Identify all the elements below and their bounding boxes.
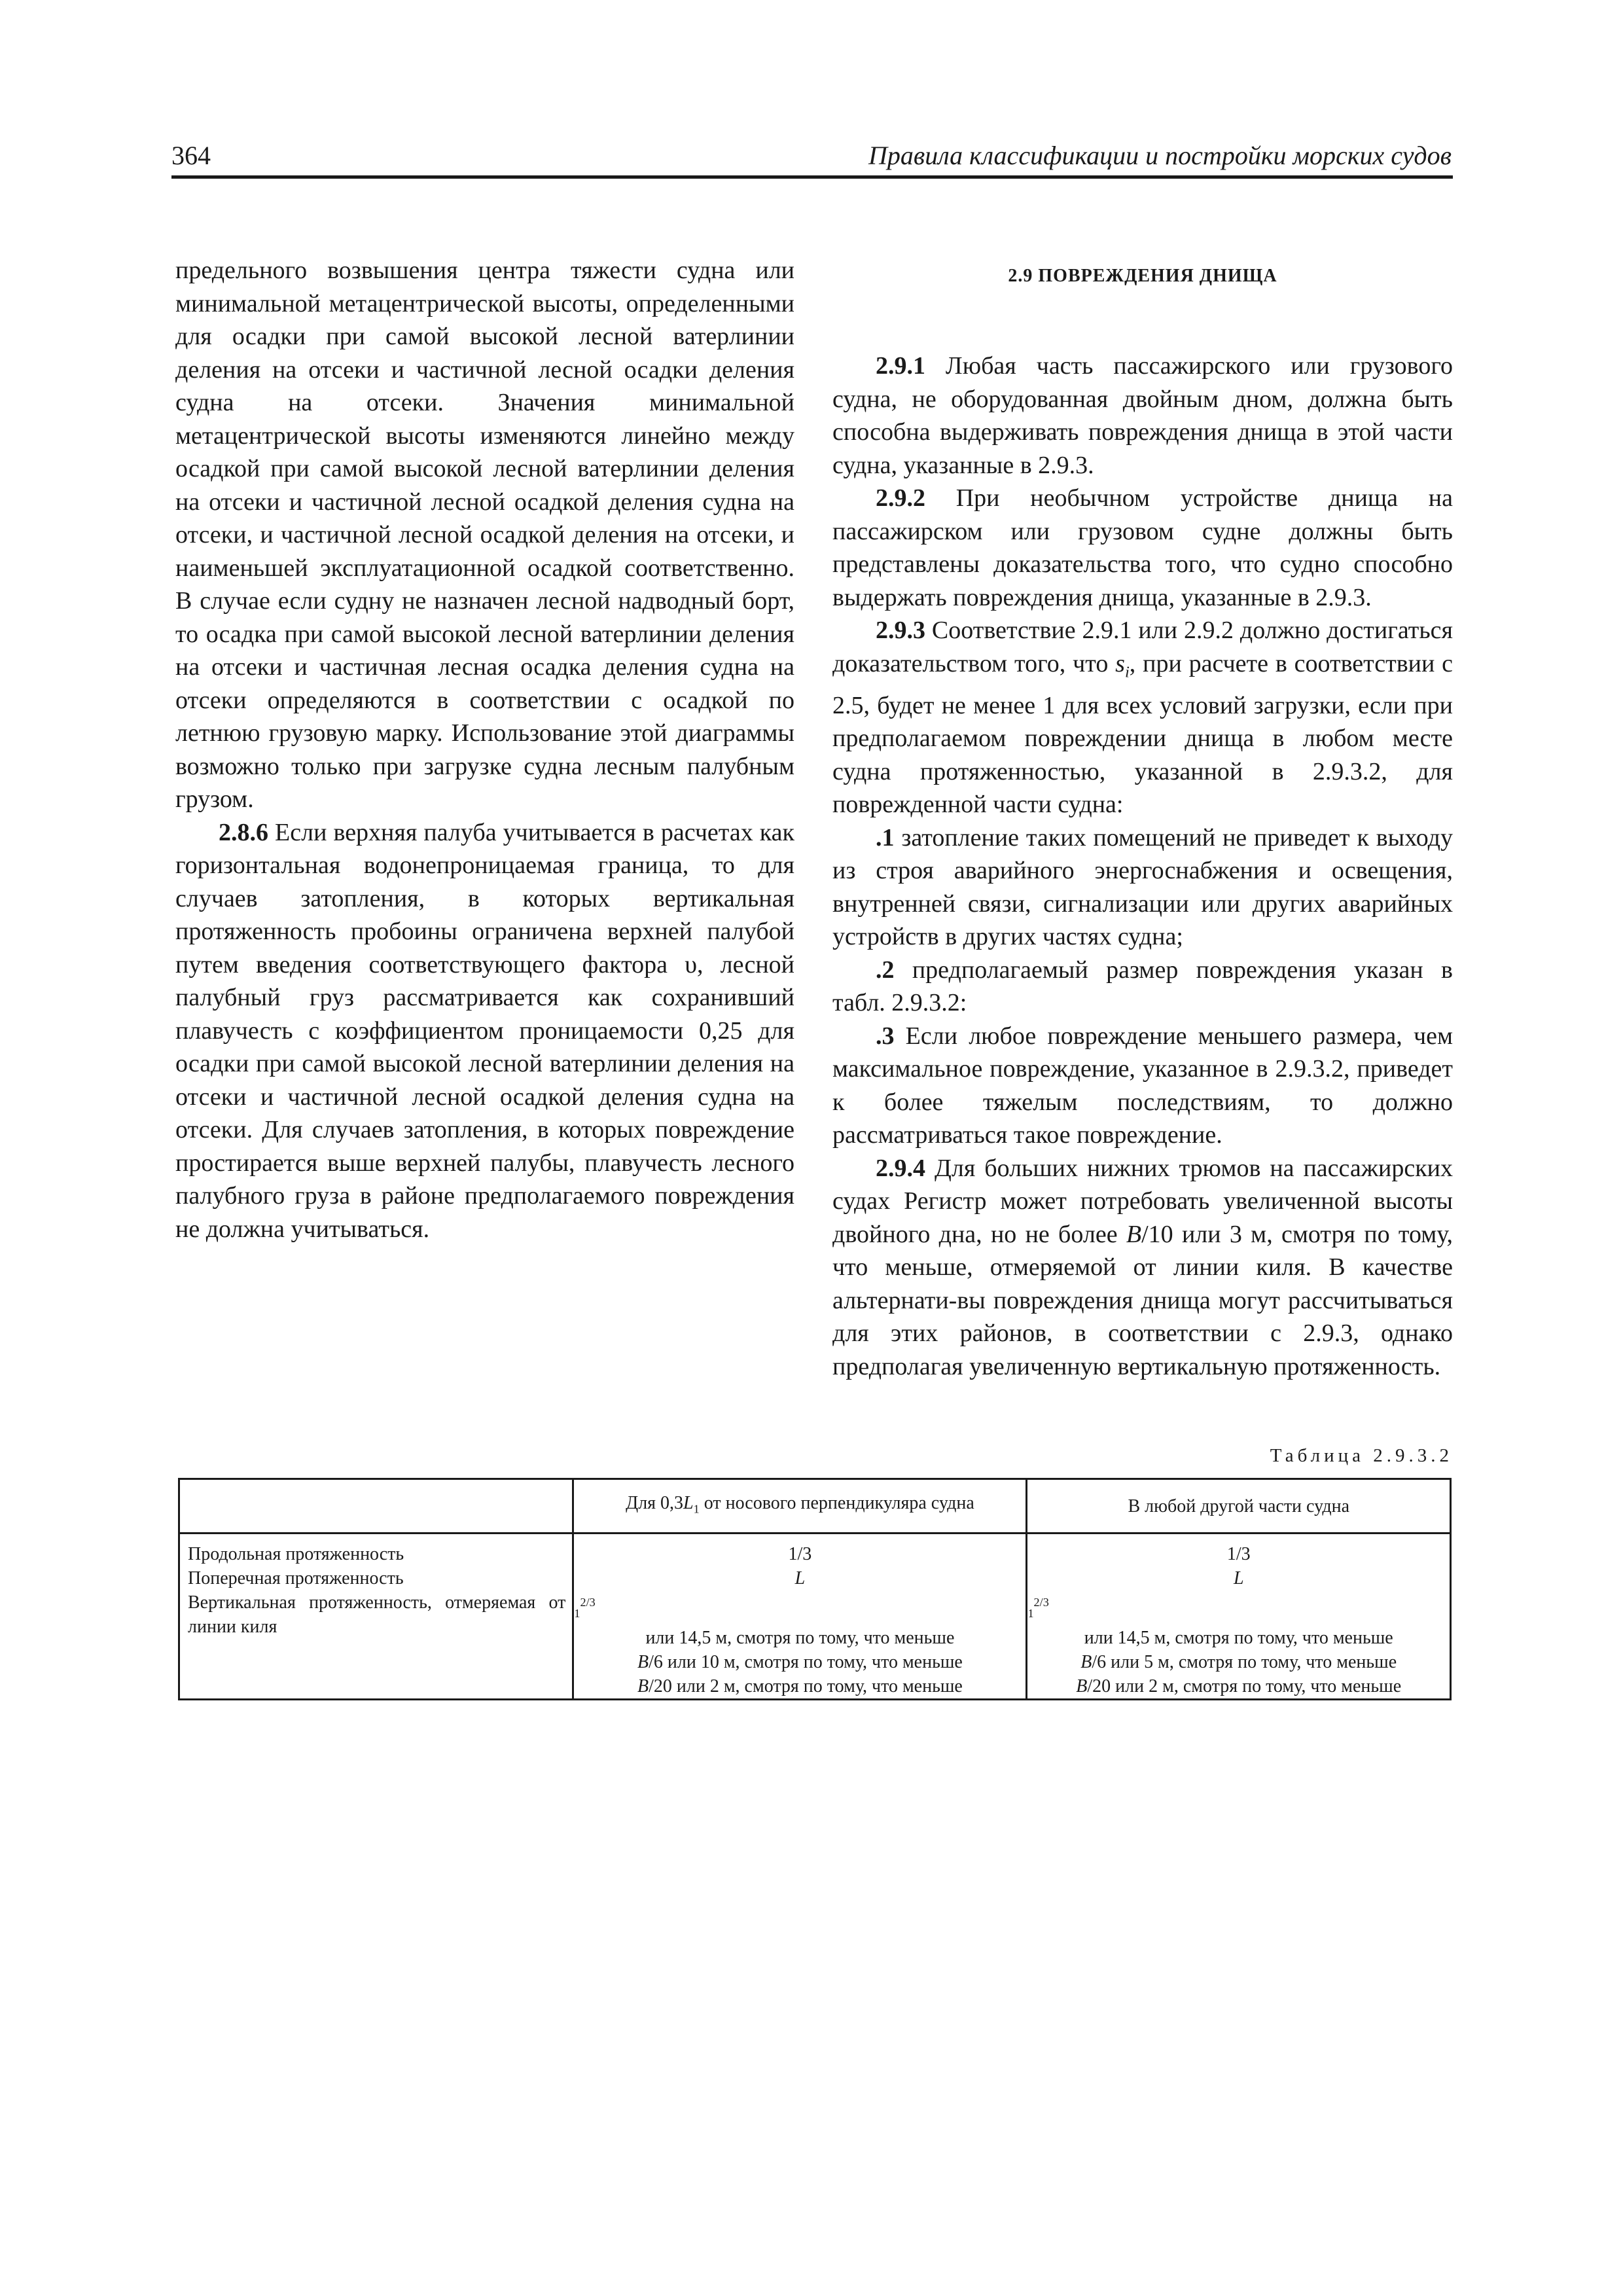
header-cell-other: В любой другой части судна: [1027, 1479, 1451, 1534]
paragraph-text: Для больших нижних трюмов на пассажирских судах Регистр может потребовать увеличенной высоты двойного дна, но не более: [832, 1154, 1453, 1248]
clause-number: 2.9.2: [876, 484, 925, 512]
header-text: Для 0,3: [626, 1492, 684, 1513]
paragraph-2-9-3: [832, 614, 1453, 821]
paragraph-2-9-2: [832, 482, 1453, 614]
item-number: .1: [876, 823, 895, 852]
paragraph-continuation: предельного возвышения центра тяжести судна или минимальной метацентрической высоты, определенными для осадки при самой высокой лесной ватерлинии деления на отсеки и частичной лесной осадки деления судна на отсеки. Значения минимальной метацентрической высоты изменяются линейно между осадкой при самой высокой лесной ватерлинии деления на отсеки и частичной лесной осадкой деления судна на отсеки, и частичной лесной осадкой деления на отсеки, и наименьшей эксплуатационной осадкой соответственно. В случае если судну не назначен лесной надводный борт, то осадка при самой высокой лесной ватерлинии деления на отсеки и частичная лесная осадка деления судна на отсеки определяются в соответствии с осадкой по летнюю грузовую марку. Использование этой диаграммы возможно только при загрузке судна лесным палубным грузом.: [175, 257, 794, 813]
variable-s: s: [1115, 649, 1125, 677]
bow-values-cell: [573, 1534, 1027, 1700]
page-number: 364: [171, 141, 211, 170]
item-number: .3: [876, 1022, 895, 1050]
subscript-1: 1: [693, 1502, 700, 1516]
variable-b: B: [1126, 1220, 1142, 1248]
table-header-row: [179, 1479, 1451, 1534]
value-longitudinal: 1/3 L $_1^{2/3}$ или 14,5 м, смотря по тому, что меньше: [1027, 1544, 1393, 1648]
table-row: [179, 1534, 1451, 1700]
variable-l: L: [683, 1492, 694, 1513]
right-column: [832, 254, 1453, 1383]
subscript-i: i: [1124, 663, 1130, 681]
row-label: Вертикальная протяженность, отмеряемая от линии киля: [188, 1592, 566, 1637]
paragraph-text: Если верхняя палуба учитывается в расчетах как горизонтальная водонепроницаемая граница, то для случаев затопления, в которых вертикальная протяженность пробоины ограничена верхней палубой путем введения соответствующего фактора υ, лесной палубный груз рассматривается как сохранивший плавучесть с коэффициентом проницаемости 0,25 для осадки при самой высокой лесной ватерлинии деления на отсеки и частичной лесной осадкой деления судна на отсеки. Для случаев затопления, в которых повреждение простирается выше верхней палубы, плавучесть лесного палубного груза в районе предполагаемого повреждения не должна учитываться.: [175, 818, 794, 1243]
row-labels-cell: [179, 1534, 573, 1700]
value-vertical: B/20 или 2 м, смотря по тому, что меньше: [1076, 1676, 1402, 1696]
item-text: затопление таких помещений не приведет к выходу из строя аварийного энергоснабжения и освещения, внутренней связи, сигнализации или других аварийных устройств в других частях судна;: [832, 823, 1453, 951]
value-longitudinal: 1/3 L $_1^{2/3}$ или 14,5 м, смотря по тому, что меньше: [574, 1544, 955, 1648]
clause-number: 2.9.4: [876, 1154, 925, 1182]
value-transverse: B/6 или 10 м, смотря по тому, что меньше: [637, 1651, 963, 1672]
clause-number: 2.9.1: [876, 352, 925, 380]
header-cell-empty: [179, 1479, 573, 1534]
item-number: .2: [876, 956, 895, 984]
list-item-1: [832, 821, 1453, 954]
value-vertical: B/20 или 2 м, смотря по тому, что меньше: [637, 1676, 963, 1696]
paragraph-text: /10 или 3 м, смотря по тому, что меньше, отмеряемой от линии киля. В качестве альтернати-вы повреждения днища могут рассчитываться для этих районов, в соответствии с 2.9.3, однако предполагая увеличенную вертикальную протяженность.: [832, 1220, 1453, 1380]
clause-number: 2.8.6: [219, 818, 268, 846]
paragraph-text: При необычном устройстве днища на пассажирском или грузовом судне должны быть представлены доказательства того, что судно способно выдержать повреждения днища, указанные в 2.9.3.: [832, 484, 1453, 611]
section-heading: 2.9 ПОВРЕЖДЕНИЯ ДНИЩА: [1008, 266, 1277, 286]
header-text: от носового перпендикуляра судна: [699, 1492, 974, 1513]
item-text: Если любое повреждение меньшего размера, чем максимальное повреждение, указанное в 2.9.3.2, приведет к более тяжелым последствиям, то должно рассматриваться такое повреждение.: [832, 1022, 1453, 1149]
list-item-3: [832, 1020, 1453, 1152]
paragraph-2-9-1: [832, 350, 1453, 482]
list-item-2: [832, 954, 1453, 1020]
paragraph-2-8-6: [175, 816, 794, 1246]
damage-extent-table: [178, 1478, 1452, 1700]
header-cell-bow: [573, 1479, 1027, 1534]
value-transverse: B/6 или 5 м, смотря по тому, что меньше: [1080, 1651, 1397, 1672]
running-title: Правила классификации и постройки морских судов: [868, 141, 1452, 170]
paragraph-text: , при расчете в соответствии с 2.5, будет не менее 1 для всех условий загрузки, если при предполагаемом повреждении днища в любом месте судна протяженностью, указанной в 2.9.3.2, для поврежденной части судна:: [832, 649, 1453, 819]
paragraph-text: Соответствие 2.9.1 или 2.9.2 должно достигаться доказательством того, что: [832, 617, 1453, 677]
row-label: Поперечная протяженность: [188, 1568, 404, 1588]
item-text: предполагаемый размер повреждения указан в табл. 2.9.3.2:: [832, 956, 1453, 1017]
table-label: Таблица 2.9.3.2: [1270, 1445, 1453, 1466]
other-values-cell: [1027, 1534, 1451, 1700]
left-column: [175, 254, 794, 1246]
row-label: Продольная протяженность: [188, 1544, 404, 1564]
clause-number: 2.9.3: [876, 617, 925, 644]
paragraph-text: Любая часть пассажирского или грузового судна, не оборудованная двойным дном, должна быть способна выдерживать повреждения днища в этой части судна, указанные в 2.9.3.: [832, 352, 1453, 479]
paragraph-2-9-4: [832, 1152, 1453, 1384]
header-rule: [171, 175, 1453, 179]
